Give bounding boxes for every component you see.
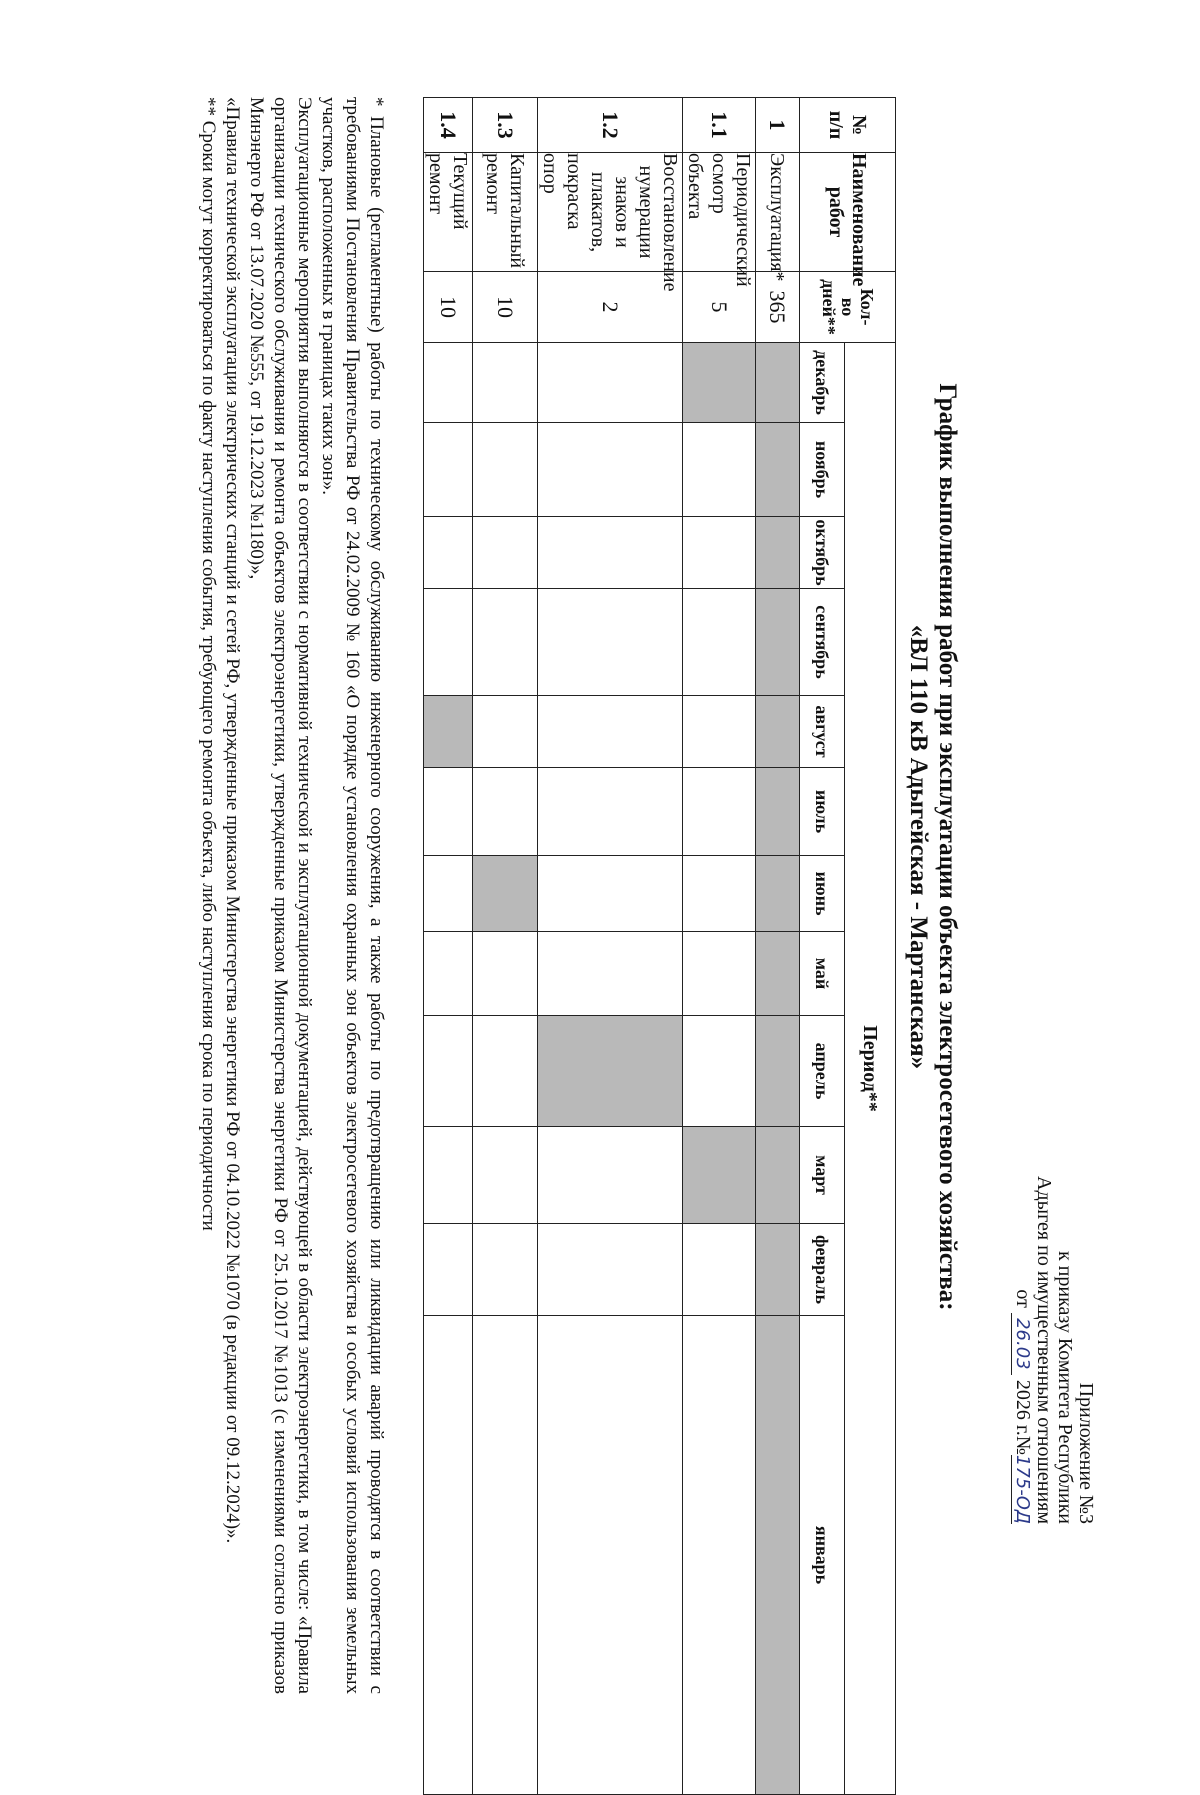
date-prefix: от [1012, 1289, 1034, 1308]
month-cell [473, 1224, 538, 1316]
month-cell [756, 1224, 800, 1316]
row-work-name [473, 153, 538, 272]
month-cell [756, 423, 800, 517]
header-num-line: № [848, 114, 871, 136]
work-name-line: Капитальный [506, 153, 528, 269]
month-cell [538, 343, 683, 423]
footnotes [196, 97, 388, 1694]
month-cell [424, 932, 473, 1016]
month-header: январь [800, 1316, 845, 1795]
work-name-line: нумерации [635, 165, 657, 259]
schedule-table [423, 97, 896, 1795]
month-cell [683, 932, 756, 1016]
month-cell [424, 768, 473, 856]
month-cell [473, 1316, 538, 1795]
month-cell [473, 343, 538, 423]
month-cell [473, 1127, 538, 1224]
month-header: май [800, 932, 845, 1016]
row-number: 1 [756, 98, 800, 153]
month-cell [538, 589, 683, 696]
month-cell [538, 932, 683, 1016]
row-work-name [424, 153, 473, 272]
month-cell [424, 423, 473, 517]
appendix-line-1: Приложение №3 [1075, 1382, 1097, 1524]
month-cell [538, 1224, 683, 1316]
row-days: 10 [424, 272, 473, 343]
work-name-line: осмотр объекта [684, 153, 730, 220]
header-name [800, 153, 896, 287]
number-prefix: № [1012, 1435, 1034, 1455]
month-cell [683, 856, 756, 932]
month-cell [473, 1016, 538, 1127]
work-name-line: знаков и [611, 176, 633, 248]
month-cell [538, 423, 683, 517]
date-year: 2026 г. [1012, 1379, 1034, 1436]
footnote-1: * Плановые (регламентные) работы по техническому обслуживанию инженерного сооружения, а также работы по предотвращению или ликвидации аварий проводятся в соответствии с требованиями Постановления Правительства РФ от 24.02.2009 № 160 «О порядке установления охранных зон объектов электросетевого хозяйства и особых условий использования земельных участков, расположенных в границах таких зон». [318, 97, 387, 1694]
header-days-line: во [838, 297, 858, 317]
work-name-line: плакатов, [587, 171, 609, 253]
title-line-2: «ВЛ 110 кВ Адыгейская - Мартанская» [905, 624, 932, 1070]
month-cell [424, 343, 473, 423]
work-name-line: покраска опор [539, 153, 585, 230]
month-header: июнь [800, 856, 845, 932]
month-cell [424, 1224, 473, 1316]
month-cell [424, 1316, 473, 1795]
appendix-date-line [1011, 924, 1033, 1524]
header-row [845, 98, 896, 1795]
month-cell [424, 1127, 473, 1224]
header-name-line: работ [825, 186, 848, 238]
title-line-1: График выполнения работ при эксплуатации объекта электросетевого хозяйства: [934, 383, 961, 1311]
month-header: июль [800, 768, 845, 856]
header-days-line: Кол- [857, 288, 877, 326]
month-cell [683, 1016, 756, 1127]
footnote-2: Эксплуатационные мероприятия выполняются в соответствии с нормативной технической и эксплуатационной документацией, действующей в области электроэнергетики, в том числе: «Правила организации технического обслуживания и ремонта объектов электроэнергетики, утвержденные приказом Министерства энергетики РФ от 25.10.2017 №1013 (с изменениями согласно приказов Минэнерго РФ от 13.07.2020 №555, от 19.12.2023 №1180)», [246, 97, 315, 1694]
month-cell [756, 517, 800, 589]
header-name-line: Наименование [848, 153, 871, 287]
month-cell [756, 1127, 800, 1224]
month-cell [683, 423, 756, 517]
table-row [473, 98, 538, 1795]
appendix-line-2: к приказу Комитета Республики [1054, 1250, 1076, 1524]
month-cell [424, 696, 473, 768]
row-number: 1.1 [683, 98, 756, 153]
row-days: 365 [756, 272, 800, 343]
table-row [683, 98, 756, 1795]
month-cell [683, 1224, 756, 1316]
month-header: декабрь [800, 343, 845, 423]
month-cell [683, 768, 756, 856]
row-days: 2 [538, 272, 683, 343]
month-cell [683, 1316, 756, 1795]
header-days-line: дней** [819, 279, 839, 335]
month-cell [683, 1127, 756, 1224]
month-cell [538, 696, 683, 768]
month-cell [683, 696, 756, 768]
work-name-line: Текущий ремонт [425, 153, 471, 230]
footnote-3: «Правила технической эксплуатации электрических станций и сетей РФ, утвержденные приказом Министерства энергетики РФ от 04.10.2022 №1070 (в редакции от 09.12.2024)». [222, 97, 243, 1544]
month-cell [473, 932, 538, 1016]
month-cell [538, 1127, 683, 1224]
date-day-handwritten: 26.03 [1011, 1313, 1033, 1375]
order-number-handwritten: 175-ОД [1012, 1454, 1033, 1524]
row-days: 5 [683, 272, 756, 343]
month-cell [756, 343, 800, 423]
work-name-line: Периодический [732, 153, 754, 287]
month-cell [756, 1316, 800, 1795]
month-cell [473, 589, 538, 696]
table-row [538, 98, 683, 1795]
month-cell [538, 1016, 683, 1127]
document-title [904, 0, 962, 1694]
month-cell [473, 768, 538, 856]
month-cell [756, 932, 800, 1016]
header-num-line: п/п [825, 110, 848, 140]
month-header: сентябрь [800, 589, 845, 696]
month-cell [424, 589, 473, 696]
month-cell [756, 1016, 800, 1127]
month-cell [756, 768, 800, 856]
month-cell [683, 343, 756, 423]
month-cell [756, 589, 800, 696]
table-row [424, 98, 473, 1795]
month-header: август [800, 696, 845, 768]
work-name-line: ремонт [482, 153, 504, 214]
month-cell [473, 856, 538, 932]
month-cell [538, 856, 683, 932]
header-period: Период** [845, 343, 896, 1795]
month-header: март [800, 1127, 845, 1224]
month-cell [473, 696, 538, 768]
month-cell [756, 696, 800, 768]
month-header: апрель [800, 1016, 845, 1127]
row-number: 1.2 [538, 98, 683, 153]
appendix-block [1011, 924, 1096, 1524]
row-days: 10 [473, 272, 538, 343]
month-cell [683, 517, 756, 589]
month-cell [473, 423, 538, 517]
row-work-name [683, 153, 756, 287]
month-cell [473, 517, 538, 589]
month-header: ноябрь [800, 423, 845, 517]
month-cell [424, 517, 473, 589]
table-row [756, 98, 800, 1795]
months-row [800, 98, 845, 1795]
work-name-line: Восстановление [659, 153, 681, 292]
month-cell [538, 768, 683, 856]
row-number: 1.3 [473, 98, 538, 153]
month-cell [424, 1016, 473, 1127]
row-work-name [538, 153, 683, 292]
month-header: февраль [800, 1224, 845, 1316]
month-cell [538, 517, 683, 589]
month-cell [424, 856, 473, 932]
header-num [800, 98, 896, 153]
month-cell [756, 856, 800, 932]
month-cell [538, 1316, 683, 1795]
month-header: октябрь [800, 517, 845, 589]
month-cell [683, 589, 756, 696]
row-work-name [756, 153, 800, 282]
footnote-4: ** Сроки могут корректироваться по факту наступления события, требующего ремонта объекта, либо наступления срока по периодичности [198, 97, 219, 1231]
appendix-line-3: Адыгея по имущественным отношениям [1033, 1176, 1055, 1524]
work-name-line: Эксплуатация* [766, 153, 789, 282]
row-number: 1.4 [424, 98, 473, 153]
